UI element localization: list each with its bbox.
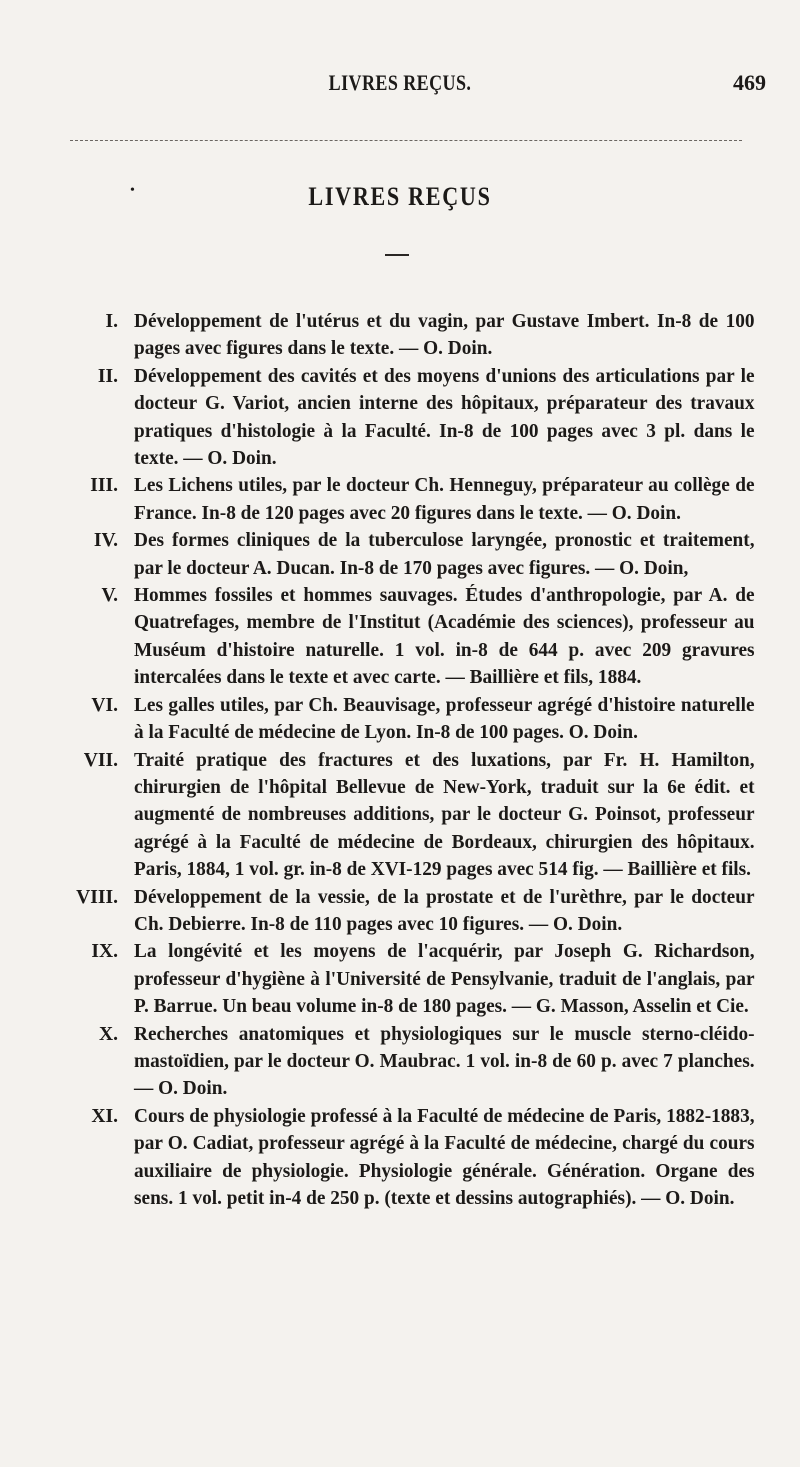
book-entry <box>0 747 800 884</box>
entry-text: La longévité et les moyens de l'acquérir, par Joseph G. Richardson, professeur d'hygiène à l'Université de Pensylvanie, traduit de l'anglais, par P. Barrue. Un beau volume in-8 de 180 pages. — G. Masson, Asselin et Cie. <box>134 941 755 1018</box>
entry-text: Les galles utiles, par Ch. Beauvisage, professeur agrégé d'histoire naturelle à la Faculté de médecine de Lyon. In-8 de 100 pages. O. Doin. <box>134 694 755 744</box>
entry-text: Recherches anatomiques et physiologiques sur le muscle sterno-cléido-mastoïdien, par le docteur O. Maubrac. 1 vol. in-8 de 60 p. avec 7 planches. — O. Doin. <box>134 1023 755 1100</box>
section-title: LIVRES REÇUS <box>308 182 492 211</box>
entry-text: Hommes fossiles et hommes sauvages. Études d'anthropologie, par A. de Quatrefages, membre de l'Institut (Académie des sciences), professeur au Muséum d'histoire naturelle. 1 vol. in-8 de 644 p. avec 209 gravures intercalées dans le texte et avec carte. — Baillière et fils, 1884. <box>134 585 755 689</box>
section-marker: • <box>130 183 135 198</box>
book-entry <box>0 938 800 1020</box>
entry-text: Cours de physiologie professé à la Faculté de médecine de Paris, 1882-1883, par O. Cadiat, professeur agrégé à la Faculté de médecine, chargé du cours auxiliaire de physiologie. Physiologie générale. Génération. Organe des sens. 1 vol. petit in-4 de 250 p. (texte et dessins autographiés). — O. Doin. <box>134 1105 755 1209</box>
entry-number: VII. <box>83 749 118 771</box>
book-entry <box>0 472 800 527</box>
entry-number: I. <box>105 311 118 332</box>
entry-text: Les Lichens utiles, par le docteur Ch. Henneguy, préparateur au collège de France. In-8 de 120 pages avec 20 figures dans le texte. — O. Doin. <box>134 475 755 524</box>
entry-text: Des formes cliniques de la tuberculose laryngée, pronostic et traitement, par le docteur A. Ducan. In-8 de 170 pages avec figures. — O. Doin, <box>134 530 755 579</box>
entry-number: IV. <box>93 530 118 552</box>
entry-number: V. <box>101 585 118 607</box>
book-entry <box>0 692 800 747</box>
book-entry <box>0 527 800 582</box>
running-title: LIVRES REÇUS. <box>328 70 472 95</box>
running-head <box>0 70 800 100</box>
book-entry <box>0 308 800 363</box>
book-list <box>0 308 800 1212</box>
entry-number: III. <box>90 475 118 497</box>
section-divider <box>385 254 409 256</box>
entry-text: Développement des cavités et des moyens d'unions des articulations par le docteur G. Variot, ancien interne des hôpitaux, préparateur des travaux pratiques d'histologie à la Faculté. In-8 de 100 pages avec 3 pl. dans le texte. — O. Doin. <box>134 365 755 470</box>
header-rule <box>70 140 742 141</box>
entry-text: Développement de l'utérus et du vagin, par Gustave Imbert. In-8 de 100 pages avec figures dans le texte. — O. Doin. <box>134 311 755 360</box>
entry-number: VI. <box>91 694 118 716</box>
book-entry <box>0 582 800 692</box>
entry-number: VIII. <box>76 886 118 908</box>
entry-number: XI. <box>91 1105 118 1127</box>
book-entry <box>0 363 800 473</box>
entry-number: II. <box>97 365 118 387</box>
entry-number: IX. <box>91 941 118 963</box>
book-entry <box>0 1021 800 1103</box>
book-entry <box>0 884 800 939</box>
entry-number: X. <box>98 1023 118 1045</box>
book-entry <box>0 1103 800 1213</box>
entry-text: Développement de la vessie, de la prostate et de l'urèthre, par le docteur Ch. Debierre. In-8 de 110 pages avec 10 figures. — O. Doin. <box>134 886 755 935</box>
page-number: 469 <box>733 70 766 95</box>
entry-text: Traité pratique des fractures et des luxations, par Fr. H. Hamilton, chirurgien de l'hôpital Bellevue de New-York, traduit sur la 6e édit. et augmenté de nombreuses additions, par le docteur G. Poinsot, professeur agrégé à la Faculté de médecine de Bordeaux, chirurgien des hôpitaux. Paris, 1884, 1 vol. gr. in-8 de XVI-129 pages avec 514 fig. — Baillière et fils. <box>134 749 755 881</box>
